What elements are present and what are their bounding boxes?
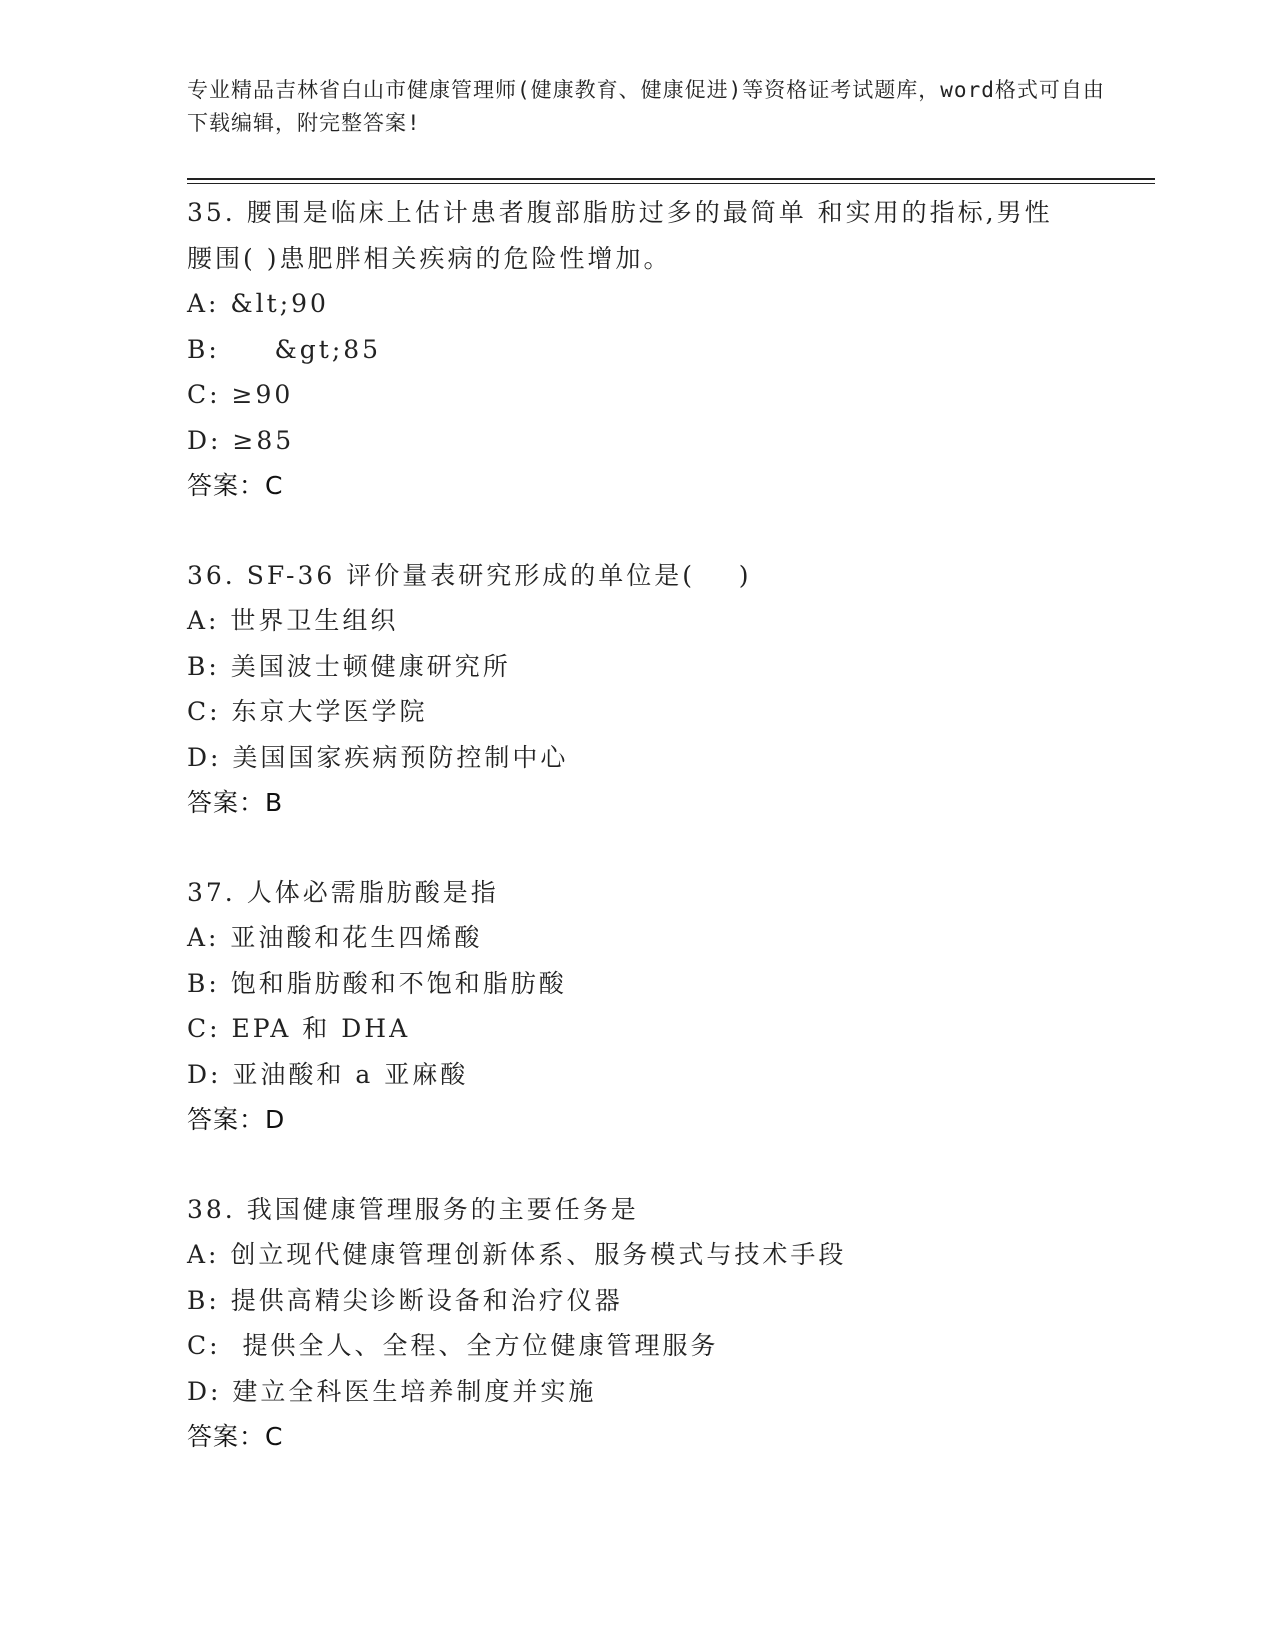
- answer-line: 答案：B: [187, 788, 284, 817]
- question-stem: 36. SF-36 评价量表研究形成的单位是( ): [187, 560, 752, 590]
- question-stem: 38. 我国健康管理服务的主要任务是: [187, 1194, 639, 1224]
- header-divider-thin: [187, 183, 1155, 184]
- option-b: B: 提供高精尖诊断设备和治疗仪器: [187, 1285, 623, 1315]
- option-d: D: 建立全科医生培养制度并实施: [187, 1376, 597, 1406]
- option-b: B: 美国波士顿健康研究所: [187, 651, 511, 681]
- answer-line: 答案：D: [187, 1105, 286, 1134]
- question-37: [187, 870, 1087, 1143]
- header-text: 专业精品吉林省白山市健康管理师(健康教育、健康促进)等资格证考试题库，word格式可自由下载编辑，附完整答案!: [187, 78, 1105, 135]
- option-b: B: 饱和脂肪酸和不饱和脂肪酸: [187, 968, 567, 998]
- option-c: C: 东京大学医学院: [187, 697, 428, 726]
- option-d: D: 亚油酸和 a 亚麻酸: [187, 1059, 469, 1089]
- option-a: A: 世界卫生组织: [187, 606, 399, 635]
- option-c: C: 提供全人、全程、全方位健康管理服务: [187, 1331, 719, 1360]
- option-a: A: &lt;90: [187, 289, 329, 318]
- answer-line: 答案：C: [187, 1422, 284, 1451]
- question-stem: 35. 腰围是临床上估计患者腹部脂肪过多的最简单 和实用的指标,男性腰围( )患肥胖相关疾病的危险性增加。: [187, 198, 1053, 273]
- document-header: [187, 74, 1107, 140]
- option-a: A: 亚油酸和花生四烯酸: [187, 923, 483, 952]
- question-38: [187, 1187, 1087, 1460]
- header-divider-thick: [187, 178, 1155, 180]
- question-stem: 37. 人体必需脂肪酸是指: [187, 877, 499, 907]
- answer-line: 答案：C: [187, 471, 284, 500]
- option-c: C: EPA 和 DHA: [187, 1014, 411, 1043]
- question-35: [187, 190, 1087, 509]
- question-36: [187, 553, 1087, 826]
- option-a: A: 创立现代健康管理创新体系、服务模式与技术手段: [187, 1240, 847, 1269]
- question-list: [187, 190, 1087, 1504]
- option-b: B: &gt;85: [187, 334, 382, 364]
- option-d: D: 美国国家疾病预防控制中心: [187, 742, 569, 772]
- option-c: C: ≥90: [187, 380, 294, 409]
- option-d: D: ≥85: [187, 425, 295, 455]
